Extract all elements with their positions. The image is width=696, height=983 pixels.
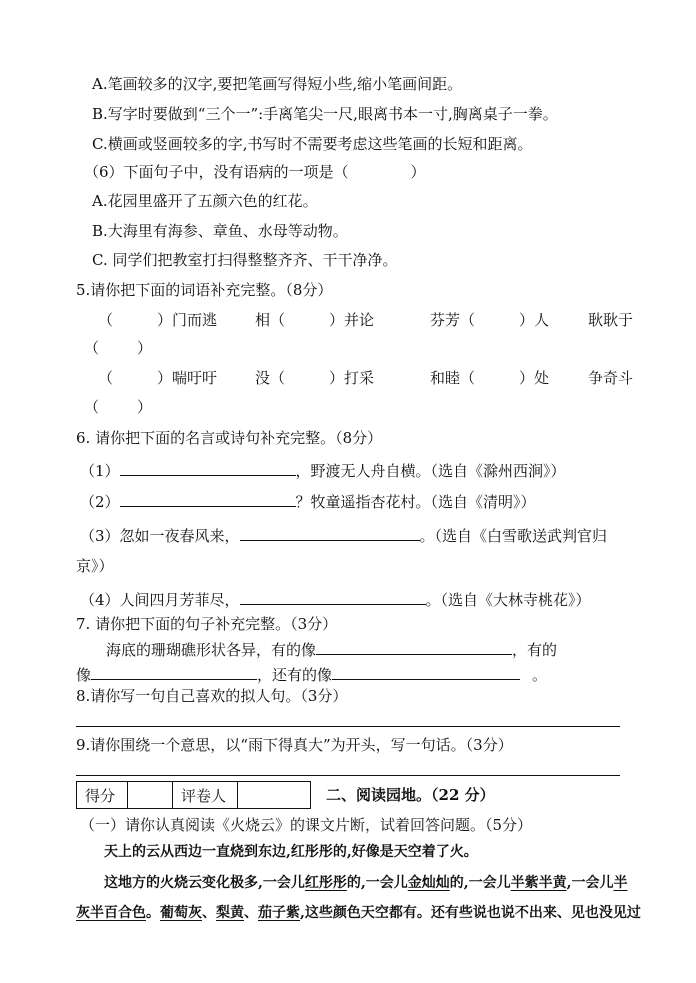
reading-para2-line2: 灰半百合色。葡萄灰、梨黄、茄子紫,这些颜色天空都有。还有些说也说不出来、见也没见过 [76, 905, 641, 921]
reading-para2-line1: 这地方的火烧云变化极多,一会儿红彤彤的,一会儿金灿灿的,一会儿半紫半黄,一会儿半 [104, 875, 628, 891]
q5-row1-item1: （ ）门而逃 [98, 311, 218, 329]
q4-6-option-a: A.花园里盛开了五颜六色的红花。 [92, 192, 318, 210]
q6-line1: （1） ，野渡无人舟自横。（选自《滁州西涧》） [80, 462, 566, 480]
q5-row2-item2: 没（ ）打采 [255, 369, 375, 387]
q6-line1-blank[interactable] [120, 460, 296, 476]
q4-6-stem [84, 162, 426, 182]
score-label: 得分 [77, 782, 128, 809]
q6-title: 6. 请你把下面的名言或诗句补充完整。（8分） [76, 429, 383, 447]
q5-row1-item4-blank: （ ） [84, 339, 153, 357]
q5-row2-item4-blank: （ ） [84, 398, 153, 416]
score-value-cell[interactable] [128, 782, 173, 809]
grader-label: 评卷人 [173, 782, 238, 809]
q6-line2: （2） ？牧童遥指杏花村。（选自《清明》） [80, 493, 536, 511]
q4-6-stem-text: （6）下面句子中，没有语病的一项是（ [84, 163, 349, 181]
q6-line4-blank[interactable] [240, 589, 426, 605]
q9-title: 9.请你围绕一个意思，以“雨下得真大”为开头，写一句话。（3分） [76, 736, 513, 754]
q4-6-option-b: B.大海里有海参、章鱼、水母等动物。 [92, 222, 348, 240]
q5-row1-item4: 耿耿于 [588, 311, 634, 329]
q7-line1: 海底的珊瑚礁形状各异，有的像 ，有的 [106, 641, 558, 659]
q6-line3: （3）忽如一夜春风来， 。（选自《白雪歌送武判官归 [80, 527, 608, 545]
grader-value-cell[interactable] [238, 782, 311, 809]
q6-line2-blank[interactable] [120, 491, 296, 507]
reading-para1: 天上的云从西边一直烧到东边,红彤彤的,好像是天空着了火。 [104, 844, 478, 860]
q4-6-option-c: C. 同学们把教室打扫得整整齐齐、干干净净。 [92, 251, 398, 269]
q8-title: 8.请你写一句自己喜欢的拟人句。（3分） [76, 687, 348, 705]
q5-row1-item2: 相（ ）并论 [255, 311, 375, 329]
q5-row2-item4: 争奇斗 [588, 369, 634, 387]
q7-blank2[interactable] [91, 664, 257, 680]
q5-row2-item3: 和睦（ ）处 [430, 369, 550, 387]
q5-row2-item1: （ ）喘吁吁 [98, 369, 218, 387]
q8-answer-line[interactable] [76, 726, 620, 727]
q6-line3-blank[interactable] [240, 525, 420, 541]
score-table [76, 781, 311, 809]
q7-line2: 像 ，还有的像 。 [76, 666, 548, 684]
q9-answer-line[interactable] [76, 775, 620, 776]
q7-title: 7. 请你把下面的句子补充完整。（3分） [76, 615, 338, 633]
q7-blank3[interactable] [332, 664, 520, 680]
q7-blank1[interactable] [316, 639, 512, 655]
q4-option-b: B.写字时要做到“三个一”:手离笔尖一尺,眼离书本一寸,胸离桌子一拳。 [92, 105, 558, 123]
section-heading: 二、阅读园地。（22 分） [326, 786, 495, 804]
reading-intro: （一）请你认真阅读《火烧云》的课文片断，试着回答问题。（5分） [80, 816, 533, 834]
q4-option-a: A.笔画较多的汉字,要把笔画写得短小些,缩小笔画间距。 [92, 75, 463, 93]
q5-row1-item3: 芬芳（ ）人 [430, 311, 550, 329]
q6-line4: （4）人间四月芳菲尽， 。（选自《大林寺桃花》） [80, 591, 591, 609]
q4-option-c: C.横画或竖画较多的字,书写时不需要考虑这些笔画的长短和距离。 [92, 135, 533, 153]
q5-title: 5.请你把下面的词语补充完整。（8分） [76, 281, 333, 299]
q6-line3-cont: 京》） [76, 557, 114, 575]
q4-6-stem-close: ） [410, 163, 426, 181]
